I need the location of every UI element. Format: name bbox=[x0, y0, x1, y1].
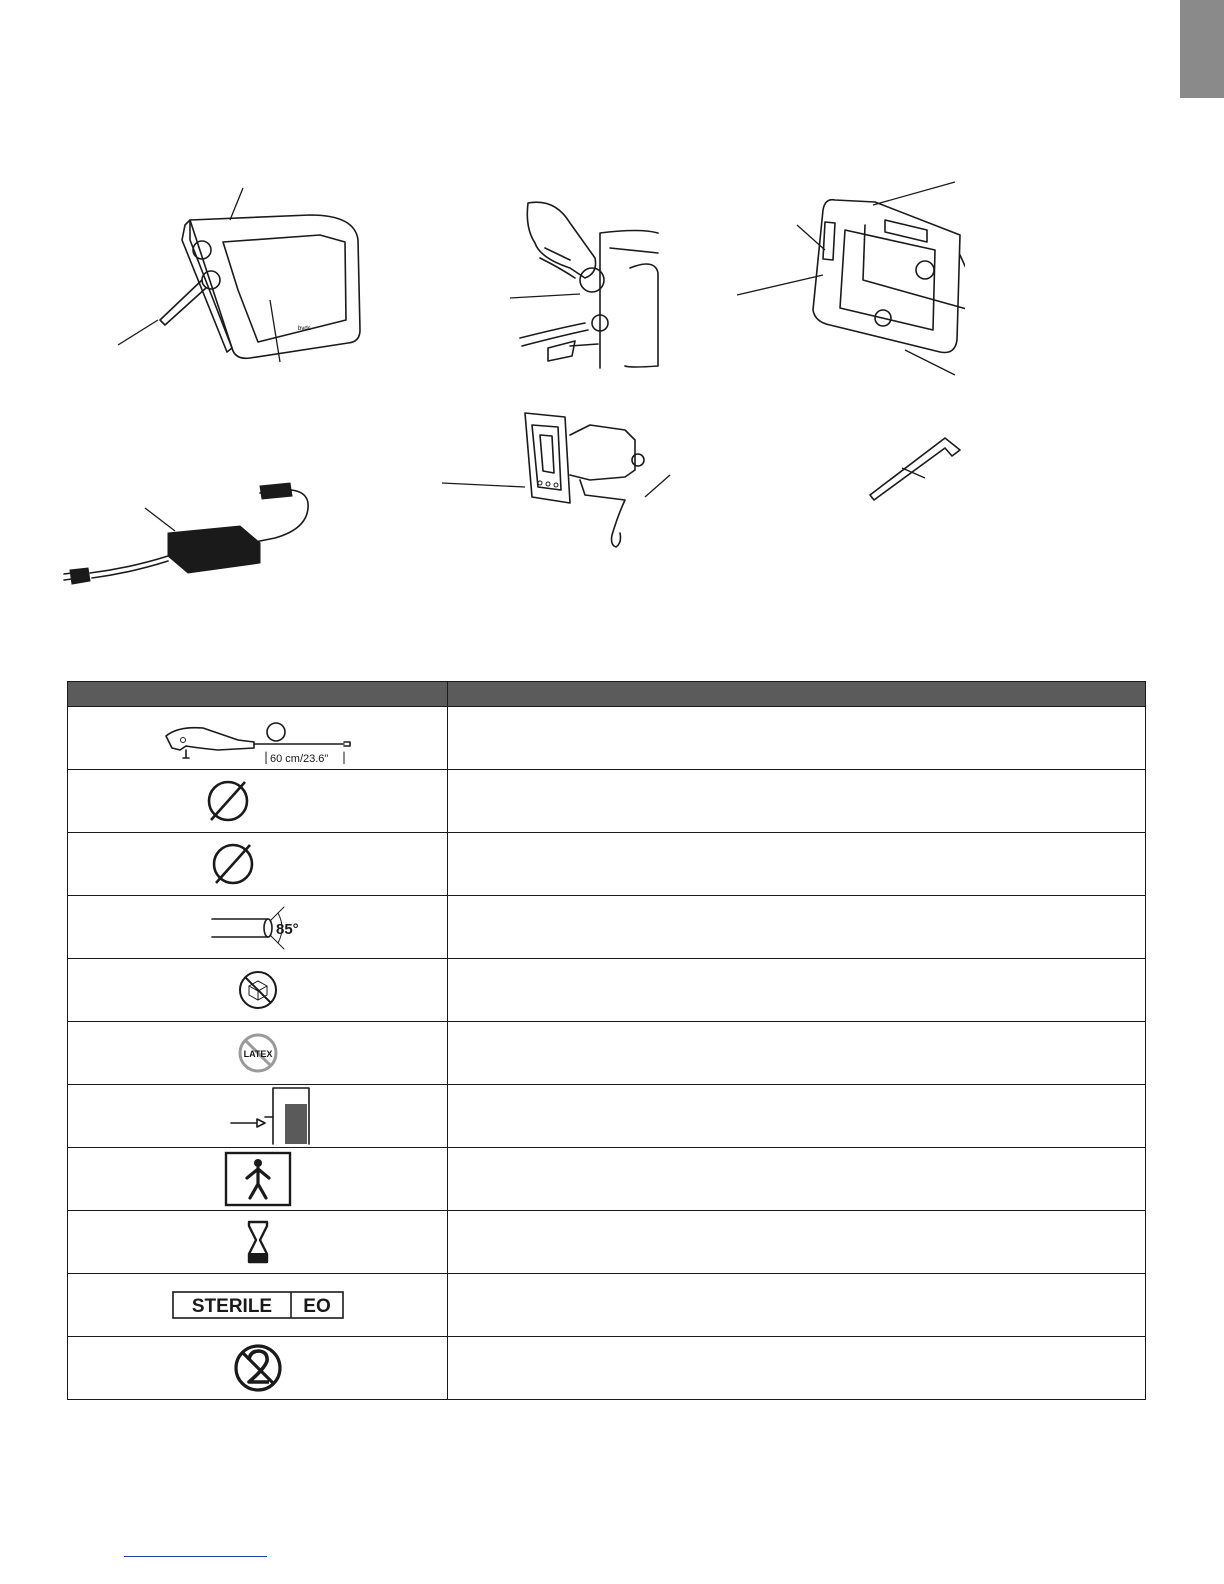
field-of-view-icon bbox=[208, 899, 308, 955]
symbol-cell bbox=[68, 1148, 448, 1211]
table-row bbox=[68, 833, 1146, 896]
symbol-cell bbox=[68, 896, 448, 959]
cable-length-label: 60 cm/23.6" bbox=[269, 753, 328, 764]
footer-link-underline[interactable] bbox=[124, 1556, 267, 1557]
table-row bbox=[68, 1274, 1146, 1337]
monitor-front-illustration bbox=[110, 180, 380, 380]
diameter-outer-icon bbox=[203, 776, 253, 826]
symbol-cell bbox=[68, 707, 448, 770]
table-row bbox=[68, 1148, 1146, 1211]
table-row bbox=[68, 770, 1146, 833]
mounting-bracket-illustration bbox=[440, 405, 680, 555]
table-row bbox=[68, 1022, 1146, 1085]
power-supply-illustration bbox=[60, 478, 320, 593]
symbol-cell bbox=[68, 1022, 448, 1085]
symbol-cell bbox=[68, 1337, 448, 1400]
monitor-back-illustration bbox=[735, 180, 965, 380]
diameter-inner-icon bbox=[208, 839, 258, 889]
symbol-cell bbox=[68, 1085, 448, 1148]
description-cell bbox=[448, 770, 1146, 833]
description-cell bbox=[448, 833, 1146, 896]
cable-connector-illustration bbox=[500, 198, 665, 373]
description-cell bbox=[448, 896, 1146, 959]
table-row bbox=[68, 1211, 1146, 1274]
damaged-package-icon bbox=[236, 968, 280, 1012]
page-tab-marker bbox=[1180, 0, 1224, 98]
description-cell bbox=[448, 1085, 1146, 1148]
table-row bbox=[68, 707, 1146, 770]
symbol-cell bbox=[68, 1274, 448, 1337]
eo-label: EO bbox=[302, 1296, 331, 1317]
symbol-cell bbox=[68, 833, 448, 896]
description-cell bbox=[448, 1274, 1146, 1337]
field-of-view-label: 85° bbox=[275, 921, 299, 938]
table-row bbox=[68, 1337, 1146, 1400]
symbol-cell bbox=[68, 959, 448, 1022]
symbol-cell bbox=[68, 770, 448, 833]
sterile-eo-icon bbox=[172, 1291, 344, 1319]
symbols-table bbox=[67, 681, 1146, 1400]
table-row bbox=[68, 1085, 1146, 1148]
description-cell bbox=[448, 707, 1146, 770]
latex-label: LATEX bbox=[243, 1049, 272, 1059]
brand-mark: bvdc bbox=[298, 326, 311, 332]
hourglass-icon bbox=[246, 1219, 270, 1265]
insertion-icon bbox=[227, 1086, 311, 1146]
description-cell bbox=[448, 1337, 1146, 1400]
description-cell bbox=[448, 1211, 1146, 1274]
table-row bbox=[68, 959, 1146, 1022]
header-symbol bbox=[68, 682, 448, 707]
description-cell bbox=[448, 1022, 1146, 1085]
header-description bbox=[448, 682, 1146, 707]
sterile-label: STERILE bbox=[191, 1296, 272, 1317]
scope-cable-length-icon bbox=[158, 712, 358, 764]
description-cell bbox=[448, 959, 1146, 1022]
hex-key-illustration bbox=[860, 430, 970, 510]
latex-free-icon bbox=[236, 1031, 280, 1075]
description-cell bbox=[448, 1148, 1146, 1211]
type-bf-icon bbox=[223, 1150, 293, 1208]
symbol-cell bbox=[68, 1211, 448, 1274]
table-row bbox=[68, 896, 1146, 959]
table-header-row bbox=[68, 682, 1146, 707]
do-not-reuse-icon bbox=[232, 1342, 284, 1394]
